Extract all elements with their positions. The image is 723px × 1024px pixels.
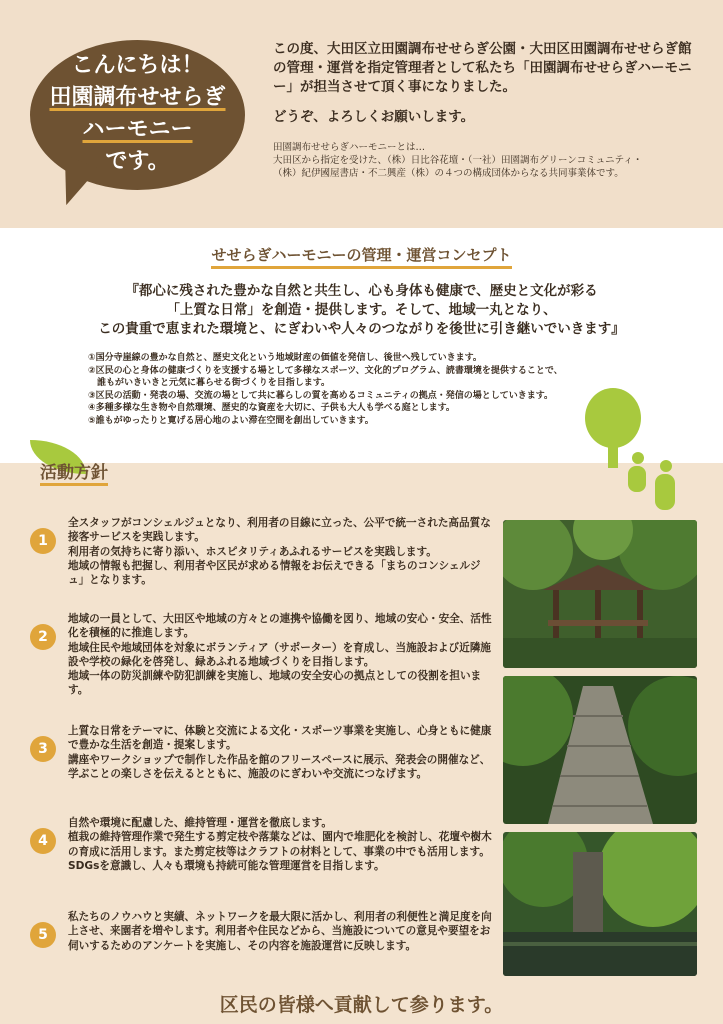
stairs-photo: [503, 676, 697, 824]
concept-point: ⑤誰もがゆったりと寛げる居心地のよい滞在空間を創出していきます。: [88, 415, 374, 426]
concept-point: ①国分寺崖線の豊かな自然と、歴史文化という地域財産の価値を発信し、後世へ残していきます。: [88, 353, 482, 363]
intro-greeting: どうぞ、よろしくお願いします。: [273, 109, 475, 125]
concept-point: ④多種多様な生き物や自然環境、歴史的な資産を大切に、子供も大人も学べる庭とします。: [88, 403, 455, 414]
policy-number-badge: 4: [30, 828, 56, 854]
tree-illustration-icon: [585, 388, 641, 448]
gazebo-photo: [503, 520, 697, 668]
runner-figure-icon: [632, 452, 644, 464]
policy-text: 上質な日常をテーマに、体験と交流による文化・スポーツ事業を実施し、心身ともに健康で豊かな生活を創造・提案します。 講座やワークショップで制作した作品を館のフリースペースに展示、発表会の開催など、学ぶことの楽しさを伝えるとともに、施設のにぎわいや交流につなげます。: [68, 725, 492, 780]
concept-points: [88, 352, 648, 428]
policy-number-badge: 5: [30, 922, 56, 948]
policy-title: 活動方針: [40, 458, 108, 483]
intro-section: [0, 0, 723, 228]
policy-number-badge: 2: [30, 624, 56, 650]
runner-body-icon: [628, 466, 646, 492]
intro-text: [273, 40, 693, 180]
policy-text: 自然や環境に配慮した、維持管理・運営を徹底します。 植栽の維持管理作業で発生する剪定枝や落葉などは、園内で堆肥化を検討し、花壇や樹木の育成に活用します。また剪定枝等はクラフトの材料として、事業の中でも活用します。 SDGsを意識し、人々も環境も持続可能な管理運営を目指します。: [68, 817, 492, 872]
policy-text: 地域の一員として、大田区や地域の方々との連携や協働を図り、地域の安心・安全、活性化を積極的に推進します。 地域住民や地域団体を対象にボランティア（サポーター）を育成し、当施設および近隣施設や学校の緑化を啓発し、緑あふれる地域づくりを目指します。 地域一体の防災訓練や防犯訓練を実施し、地域の安全安心の拠点としての役割を担います。: [68, 613, 492, 697]
pond-photo: [503, 832, 697, 976]
concept-slogan: 『都心に残された豊かな自然と共生し、心も身体も健康で、歴史と文化が彩る 「上質な日常」を創造・提供します。そして、地域一丸となり、 この貴重で恵まれた環境と、にぎわいや人々のつながりを後世に引き継いでいきます』: [98, 283, 625, 337]
intro-lead: この度、大田区立田園調布せせらぎ公園・大田区田園調布せせらぎ館の管理・運営を指定管理者として私たち「田園調布せせらぎハーモニー」が担当させて頂く事になりました。: [273, 41, 692, 95]
tree-trunk-icon: [608, 440, 618, 468]
policy-number-badge: 3: [30, 736, 56, 762]
bubble-greeting: [30, 50, 245, 178]
concept-point: 誰もがいきいきと元気に暮らせる街づくりを目指します。: [88, 378, 331, 389]
bubble-line: です。: [105, 149, 170, 174]
closing-message: 区民の皆様へ貢献して参ります。: [219, 994, 504, 1016]
concept-point: ③区民の活動・発表の場、交流の場として共に暮らしの質を高めるコミュニティの拠点・発信の場としていきます。: [88, 390, 554, 401]
concept-point: ②区民の心と身体の健康づくりを支援する場として多様なスポーツ、文化的プログラム、読書環境を提供することで、: [88, 365, 563, 376]
about-line: 大田区から指定を受けた、（株）日比谷花壇・（一社）田園調布グリーンコミュニティ・: [273, 155, 643, 166]
child-figure-icon: [660, 460, 672, 472]
concept-title: せせらぎハーモニーの管理・運営コンセプト: [0, 244, 723, 265]
bubble-line: こんにちは！: [71, 53, 204, 78]
child-body-icon: [655, 474, 675, 510]
bubble-line: ハーモニー: [82, 117, 193, 142]
bubble-line: 田園調布せせらぎ: [49, 85, 226, 110]
policy-number-badge: 1: [30, 528, 56, 554]
policy-text: 全スタッフがコンシェルジュとなり、利用者の目線に立った、公平で統一された高品質な接客サービスを実践します。 利用者の気持ちに寄り添い、ホスピタリティあふれるサービスを実践します。 地域の情報も把握し、利用者や区民が求める情報をお伝えできる「まちのコンシェルジュ」となります。: [68, 517, 491, 587]
about-line: （株）紀伊國屋書店・不二興産（株）の４つの構成団体からなる共同事業体です。: [273, 168, 624, 179]
policy-text: 私たちのノウハウと実績、ネットワークを最大限に活かし、利用者の利便性と満足度を向上させ、来園者を増やします。利用者や住民などから、当施設についての意見や要望をお伺いするためのアンケートを実施し、その内容を施設運営に反映します。: [68, 911, 492, 952]
about-line: 田園調布せせらぎハーモニーとは…: [273, 142, 426, 153]
